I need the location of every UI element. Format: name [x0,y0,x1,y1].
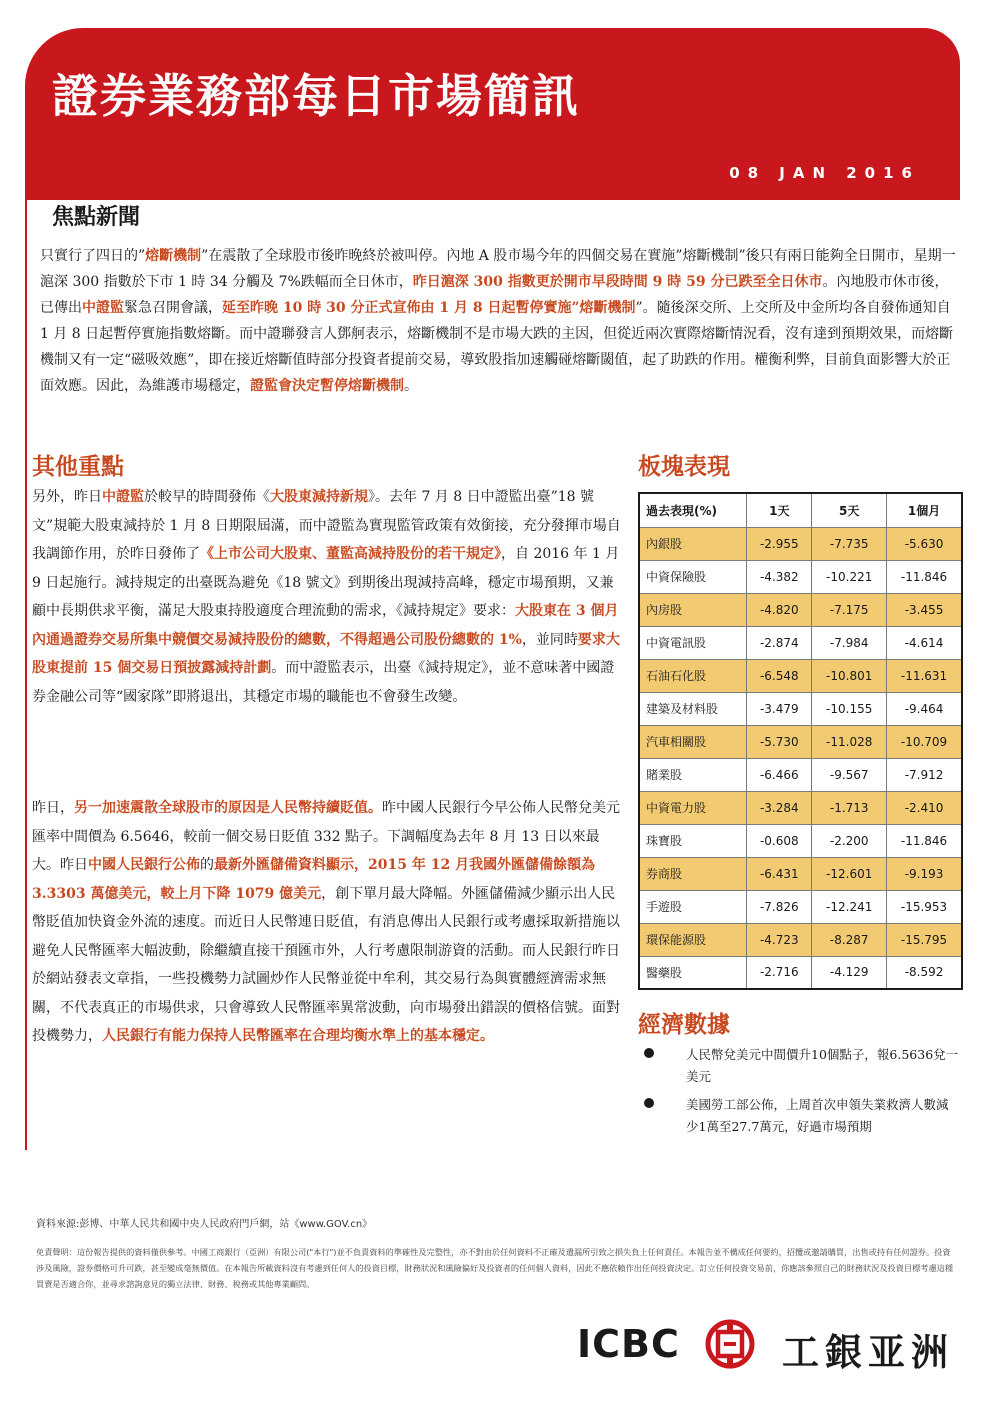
one-month-cell: -9.193 [887,857,962,890]
icbc-logo [577,1316,957,1372]
table-row [639,758,962,791]
sector-name-cell: 中資保險股 [639,560,747,593]
text-run: 》。去年 7 月 8 日中證監出臺”18 號文”規範大股東減持於 1 月 8 日期限屆滿，而中證監為實現監管政策有效銜接，充分發揮市場自我調節作用，於昨日發佈了 [32,489,621,562]
sector-name-cell: 手遊股 [639,890,747,923]
five-day-cell: -7.175 [812,593,887,626]
five-day-cell: -4.129 [812,956,887,989]
five-day-cell: -1.713 [812,791,887,824]
one-day-cell: -6.548 [747,659,812,692]
sector-name-cell: 中資電力股 [639,791,747,824]
table-row [639,626,962,659]
table-row [639,890,962,923]
text-run: ”。隨後深交所、上交所及中金所均各自發佈通知自 1 月 8 日起暫停實施指數熔斷。而中證聯發言人鄧舸表示，熔斷機制不是市場大跌的主因，但從近兩次實際熔斷情況看，沒有達到預期效果，而熔斷機制又有一定“磁吸效應”，即在接近熔斷值時部分投資者提前交易，導致股指加速觸碰熔斷閾值，起了助跌的作用。權衡利弊，目前負面影響大於正面效應。因此，為維護市場穩定， [40,300,954,394]
logo-wordmark-cn: 工銀亚洲 [782,1331,954,1374]
table-header-row [639,493,962,527]
text-run: 只實行了四日的” [40,248,146,264]
one-month-cell: -11.846 [887,560,962,593]
sector-name-cell: 中資電訊股 [639,626,747,659]
highlight-run: 《上市公司大股東、董監高減持股份的若干規定》 [200,546,501,562]
five-day-cell: -9.567 [812,758,887,791]
sector-name-cell: 石油石化股 [639,659,747,692]
sector-name-cell: 汽車相關股 [639,725,747,758]
one-month-cell: -5.630 [887,527,962,560]
table-row [639,593,962,626]
one-month-cell: -4.614 [887,626,962,659]
one-day-cell: -5.730 [747,725,812,758]
one-day-cell: -3.479 [747,692,812,725]
table-row [639,527,962,560]
text-run: ，並同時 [521,631,578,648]
one-day-cell: -4.723 [747,923,812,956]
one-day-cell: -0.608 [747,824,812,857]
sector-name-cell: 內房股 [639,593,747,626]
source-note: 資料來源:彭博、中華人民共和國中央人民政府門戶網，站《www.GOV.cn》 [36,1219,373,1230]
highlight-run: 大股東在 3 個月內通過證券交易所集中競價交易減持股份的總數，不得超過公司股份總數的 1% [32,603,619,648]
highlight-run: 延至昨晚 10 時 30 分正式宣佈由 1 月 8 日起暫停實施”熔斷機制 [222,300,636,316]
highlight-run: 要求大股東提前 15 個交易日預披露減持計劃 [32,631,620,676]
five-day-cell: -10.221 [812,560,887,593]
table-row [639,692,962,725]
five-day-cell: -10.155 [812,692,887,725]
table-row [639,857,962,890]
focus-news-paragraph [40,243,960,399]
focus-news-heading: 焦點新聞 [52,205,141,230]
highlight-run: 昨日滬深 300 指數更於開市早段時間 9 時 59 分已跌至全日休市 [412,274,823,290]
page-title: 證券業務部每日市場簡訊 [52,69,580,123]
column-header: 1個月 [887,493,962,527]
text-run: 。 [404,378,418,394]
economic-data-list [640,1044,960,1144]
one-day-cell: -4.382 [747,560,812,593]
text-run: ，創下單月最大降幅。外匯儲備減少顯示出人民幣貶值加快資金外流的速度。而近日人民幣連日貶值，有消息傳出人民銀行或考慮採取新措施以避免人民幣匯率大幅波動，除繼續直接干預匯市外，人行考慮限制游資的活動。而人民銀行昨日於網站發表文章指，一些投機勢力試圖炒作人民幣並從中牟利，其交易行為與實體經濟需求無關，不代表真正的市場供求，只會導致人民幣匯率異常波動，向市場發出錯誤的價格信號。面對投機勢力， [32,885,620,1044]
sector-name-cell: 環保能源股 [639,923,747,956]
one-day-cell: -6.431 [747,857,812,890]
sector-name-cell: 珠寶股 [639,824,747,857]
other-paragraph-1 [32,483,624,711]
one-month-cell: -11.631 [887,659,962,692]
bullet-icon [644,1048,654,1058]
list-item [640,1044,960,1088]
five-day-cell: -7.984 [812,626,887,659]
sector-name-cell: 建築及材料股 [639,692,747,725]
table-row [639,824,962,857]
header-banner [25,28,960,200]
economic-data-heading: 經濟數據 [638,1012,730,1038]
text-run: 。而中證監表示，出臺《減持規定》，並不意味著中國證券金融公司等“國家隊”即將退出，其穩定市場的職能也不會發生改變。 [32,660,615,705]
five-day-cell: -12.601 [812,857,887,890]
text-run: 另外，昨日 [32,489,102,505]
icbc-emblem-icon [704,1318,756,1370]
one-month-cell: -15.953 [887,890,962,923]
column-header: 過去表現(%) [639,493,747,527]
highlight-run: 中國人民銀行公佈 [88,857,200,873]
highlight-run: 大股東減持新規 [270,489,368,505]
sector-name-cell: 醫藥股 [639,956,747,989]
highlight-run: 最新外匯儲備資料顯示，2015 年 12 月我國外匯儲備餘額為 3.3303 萬億美元，較上月下降 1079 億美元 [32,857,596,902]
one-month-cell: -9.464 [887,692,962,725]
text-run: 的 [200,857,214,873]
sector-name-cell: 賭業股 [639,758,747,791]
text-run: 昨日， [32,800,74,816]
one-month-cell: -7.912 [887,758,962,791]
text-run: ”在震散了全球股市後昨晚終於被叫停。內地 A 股市場今年的四個交易在實施”熔斷機制”後只有兩日能夠全日開市，星期一滬深 300 指數於下市 1 時 34 分觸及 7%跌幅而全日休市， [40,248,956,290]
text-run: 昨中國人民銀行今早公佈人民幣兌美元匯率中間價為 6.5646，較前一個交易日貶值 332 點子。下調幅度為去年 8 月 13 日以來最大。昨日 [32,800,620,873]
table-row [639,725,962,758]
sector-performance-heading: 板塊表現 [638,454,730,480]
highlight-run: 熔斷機制 [145,248,202,264]
one-day-cell: -6.466 [747,758,812,791]
one-month-cell: -2.410 [887,791,962,824]
economic-item-text: 人民幣兌美元中間價升10個點子，報6.5636兌一美元 [686,1047,959,1084]
table-row [639,560,962,593]
sector-name-cell: 內銀股 [639,527,747,560]
one-day-cell: -2.716 [747,956,812,989]
left-rule [25,200,27,1150]
logo-wordmark-en: ICBC [577,1322,680,1366]
one-day-cell: -7.826 [747,890,812,923]
table-row [639,923,962,956]
list-item [640,1094,960,1138]
five-day-cell: -11.028 [812,725,887,758]
sector-name-cell: 券商股 [639,857,747,890]
text-run: 。內地股市休市後，已傳出 [40,274,949,316]
one-month-cell: -15.795 [887,923,962,956]
highlight-run: 人民銀行有能力保持人民幣匯率在合理均衡水準上的基本穩定。 [102,1028,494,1044]
one-day-cell: -4.820 [747,593,812,626]
one-day-cell: -2.955 [747,527,812,560]
five-day-cell: -10.801 [812,659,887,692]
other-highlights-heading: 其他重點 [32,454,124,480]
sector-performance-table [638,492,963,990]
highlight-run: 中證監 [102,489,144,505]
five-day-cell: -2.200 [812,824,887,857]
table-row [639,791,962,824]
highlight-run: 中證監 [82,300,124,316]
other-paragraph-2 [32,794,624,1051]
table-row [639,659,962,692]
one-month-cell: -3.455 [887,593,962,626]
five-day-cell: -7.735 [812,527,887,560]
one-day-cell: -2.874 [747,626,812,659]
five-day-cell: -8.287 [812,923,887,956]
five-day-cell: -12.241 [812,890,887,923]
text-run: ，自 2016 年 1 月 9 日起施行。減持規定的出臺既為避免《18 號文》到期後出現減持高峰，穩定市場預期，又兼顧中長期供求平衡，滿足大股東持股適度合理流動的需求，《減持規定》要求： [32,546,620,619]
text-run: 緊急召開會議， [124,300,222,316]
bullet-icon [644,1098,654,1108]
table-row [639,956,962,989]
column-header: 1天 [747,493,812,527]
text-run: 於較早的時間發佈《 [144,489,270,505]
one-day-cell: -3.284 [747,791,812,824]
one-month-cell: -8.592 [887,956,962,989]
report-date: 08 JAN 2016 [729,164,920,182]
economic-item-text: 美國勞工部公佈，上周首次申領失業救濟人數減少1萬至27.7萬元，好過市場預期 [686,1097,949,1134]
disclaimer: 免責聲明：這份報告提供的資料僅供參考。中國工商銀行（亞洲）有限公司("本行")並不負責資料的準確性及完整性，亦不對由於任何資料不正確及遺漏所引致之損失負上任何責任。本報告並不構成任何要約，招攬或邀請購買，出售或持有任何證券。投資涉及風險，證券價格可升可跌，甚至變成毫無價值。在本報告所載資料沒有考慮到任何人的投資目標，財務狀況和風險偏好及投資者的任何個人資料，因此不應依賴作出任何投資決定。訂立任何投資交易前，你應該參照自己的財務狀況及投資目標考慮這種買賣是否適合你，並尋求諮詢意見的獨立法律、財務、稅務或其他專業顧問。 [36,1247,954,1289]
highlight-run: 另一加速震散全球股市的原因是人民幣持續貶值。 [74,800,382,816]
column-header: 5天 [812,493,887,527]
one-month-cell: -10.709 [887,725,962,758]
highlight-run: 證監會決定暫停熔斷機制 [250,378,404,394]
one-month-cell: -11.846 [887,824,962,857]
